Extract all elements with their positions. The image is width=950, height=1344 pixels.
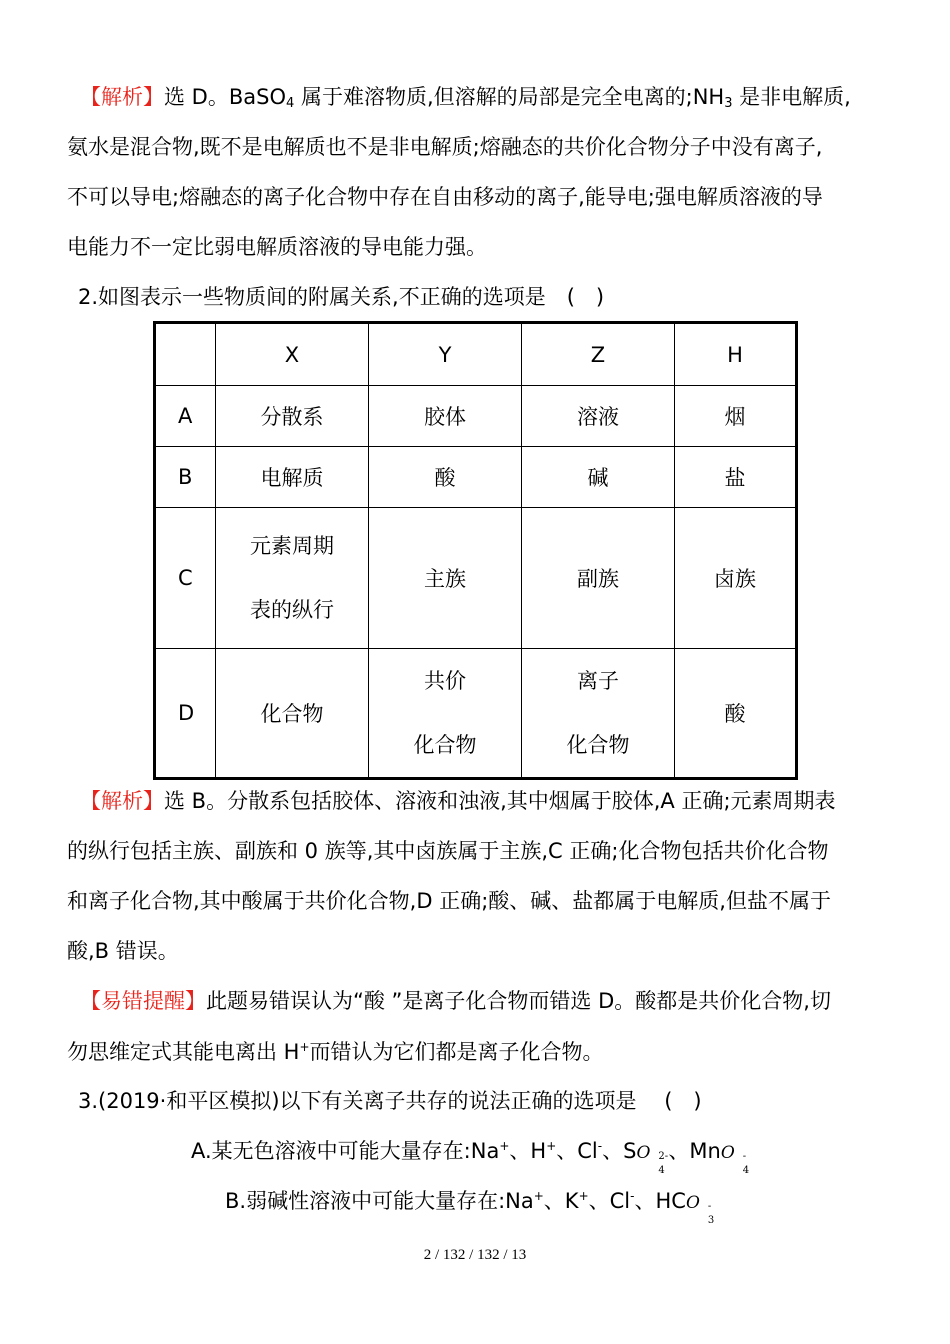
table-cell — [369, 649, 522, 779]
table-cell — [522, 649, 675, 779]
header-cell: X — [216, 323, 369, 386]
q1-analysis-line-1: 【解析】选 D。BaSO$_4$ 属于难溶物质,但溶解的局部是完全电离的$;NH_3$ 是非电解质, — [80, 85, 851, 111]
q1-analysis-line-2: 氨水是混合物,既不是电解质也不是非电解质;熔融态的共价化合物分子中没有离子, — [67, 135, 823, 159]
tip-line-2: 勿思维定式其能电离出 H+而错认为它们都是离子化合物。 — [67, 1040, 604, 1064]
analysis-tag: 【解析】 — [80, 789, 164, 813]
page-footer: 2 / 132 / 132 / 13 — [423, 1247, 527, 1263]
q1-analysis-line-3: 不可以导电;熔融态的离子化合物中存在自由移动的离子,能导电;强电解质溶液的导 — [67, 185, 823, 209]
table-row — [155, 447, 797, 508]
q2-analysis-line-1: 【解析】选 B。分散系包括胶体、溶液和浊液,其中烟属于胶体,A 正确;元素周期表 — [80, 789, 836, 813]
tip-tag: 【易错提醒】 — [80, 989, 206, 1013]
table-cell: 主族 — [369, 508, 522, 649]
table-cell: 胶体 — [369, 386, 522, 447]
cell-line: 化合物 — [413, 733, 477, 757]
table-header-row — [155, 323, 797, 386]
row-label: C — [155, 508, 216, 649]
question-2-stem: 2.如图表示一些物质间的附属关系,不正确的选项是 ( ) — [78, 285, 605, 309]
header-cell: H — [675, 323, 797, 386]
cell-line: 共价 — [424, 669, 466, 693]
q2-analysis-line-4: 酸,B 错误。 — [67, 939, 179, 963]
row-label: D — [155, 649, 216, 779]
header-cell — [155, 323, 216, 386]
table-cell — [216, 508, 369, 649]
row-label: B — [155, 447, 216, 508]
cell-line: 离子 — [577, 669, 619, 693]
tip-line-1: 【易错提醒】此题易错误认为“酸 ”是离子化合物而错选 D。酸都是共价化合物,切 — [80, 989, 831, 1013]
table-row — [155, 649, 797, 779]
table-row — [155, 386, 797, 447]
cell-line: 化合物 — [566, 733, 630, 757]
table-cell: 酸 — [675, 649, 797, 779]
option-b: B.弱碱性溶液中可能大量存在:Na+、K+、Cl-、HCO - 3 — [225, 1189, 715, 1226]
table-cell: 分散系 — [216, 386, 369, 447]
analysis-tag: 【解析】 — [80, 85, 164, 109]
table-cell: 酸 — [369, 447, 522, 508]
table-cell: 盐 — [675, 447, 797, 508]
table-row — [155, 508, 797, 649]
table-cell: 电解质 — [216, 447, 369, 508]
question-3-stem: 3.(2019·和平区模拟)以下有关离子共存的说法正确的选项是 ( ) — [78, 1089, 702, 1113]
table-cell: 卤族 — [675, 508, 797, 649]
table-cell: 碱 — [522, 447, 675, 508]
header-cell: Z — [522, 323, 675, 386]
header-cell: Y — [369, 323, 522, 386]
row-label: A — [155, 386, 216, 447]
q1-analysis-line-4: 电能力不一定比弱电解质溶液的导电能力强。 — [67, 235, 487, 259]
table-cell: 化合物 — [216, 649, 369, 779]
table-cell: 烟 — [675, 386, 797, 447]
option-a: A.某无色溶液中可能大量存在:Na+、H+、Cl-、SO 2- 4 、MnO - 4 — [191, 1139, 750, 1176]
cell-line: 元素周期 — [250, 534, 334, 558]
table-cell: 副族 — [522, 508, 675, 649]
cell-line: 表的纵行 — [250, 598, 334, 622]
table-cell: 溶液 — [522, 386, 675, 447]
classification-table — [153, 321, 798, 780]
q2-analysis-line-3: 和离子化合物,其中酸属于共价化合物,D 正确;酸、碱、盐都属于电解质,但盐不属于 — [67, 889, 831, 913]
q2-analysis-line-2: 的纵行包括主族、副族和 0 族等,其中卤族属于主族,C 正确;化合物包括共价化合物 — [67, 839, 829, 863]
